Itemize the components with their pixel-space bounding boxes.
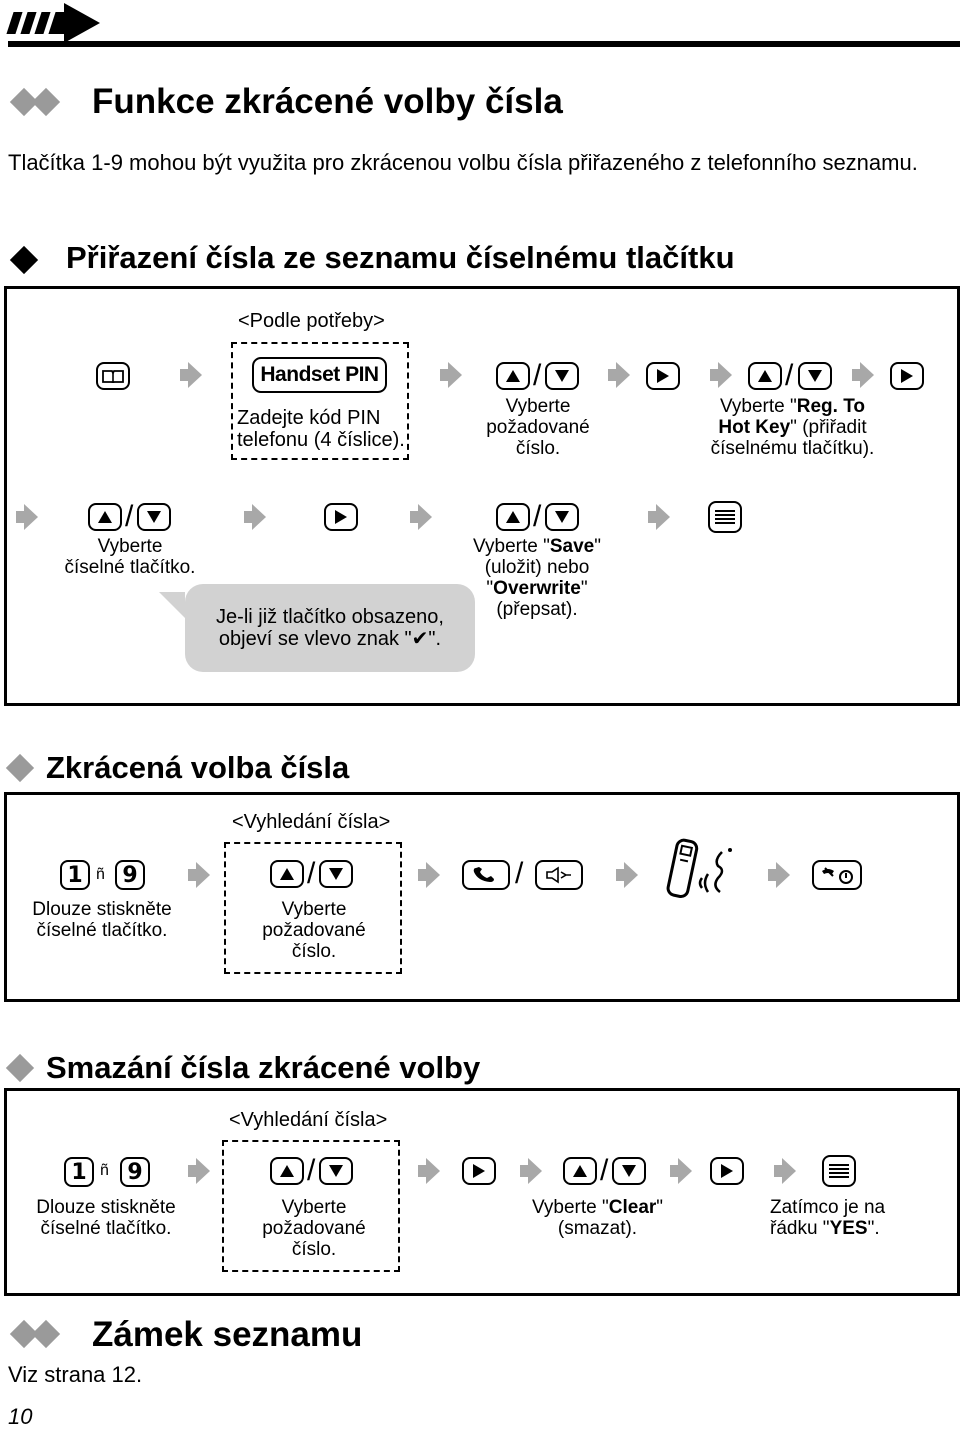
header-rule bbox=[8, 41, 100, 47]
handset-pin-button[interactable]: Handset PIN bbox=[252, 357, 387, 393]
flow-arrow bbox=[188, 862, 210, 888]
flow-arrow bbox=[670, 1158, 692, 1184]
right-key[interactable] bbox=[890, 362, 924, 390]
down-key[interactable] bbox=[798, 362, 832, 390]
right-key[interactable] bbox=[324, 503, 358, 531]
flow-arrow bbox=[852, 362, 874, 388]
up-key-icon bbox=[98, 511, 112, 523]
right-key-icon bbox=[901, 369, 913, 383]
flow-arrow bbox=[418, 1158, 440, 1184]
menu-key[interactable] bbox=[822, 1155, 856, 1187]
down-key-icon bbox=[147, 511, 161, 523]
right-key[interactable] bbox=[710, 1157, 744, 1185]
slash: / bbox=[515, 857, 524, 890]
diamond-icon bbox=[10, 246, 38, 274]
up-key-icon bbox=[573, 1165, 587, 1177]
flow-arrow bbox=[410, 504, 432, 530]
up-key[interactable] bbox=[270, 1157, 304, 1185]
up-key[interactable] bbox=[496, 503, 530, 531]
up-key-icon bbox=[506, 370, 520, 382]
down-key-icon bbox=[555, 511, 569, 523]
diamond-icon bbox=[32, 88, 60, 116]
off-key-icon bbox=[820, 865, 854, 885]
header-arrow-icon bbox=[64, 3, 100, 43]
flow-arrow bbox=[520, 1158, 542, 1184]
select-number-desc: Vyberte požadované číslo. bbox=[262, 899, 366, 962]
optional-label: <Podle potřeby> bbox=[238, 310, 385, 332]
up-key[interactable] bbox=[496, 362, 530, 390]
phonebook-icon bbox=[102, 369, 124, 383]
bubble-text: Je-li již tlačítko obsazeno, objeví se vlevo znak "✔". bbox=[216, 606, 444, 650]
select-number-desc: Vyberte požadované číslo. bbox=[262, 1197, 366, 1260]
down-key-icon bbox=[555, 370, 569, 382]
header-rule bbox=[100, 41, 960, 47]
header-bar bbox=[0, 0, 960, 60]
flow-arrow bbox=[774, 1158, 796, 1184]
flow-arrow bbox=[16, 504, 38, 530]
assign-panel bbox=[4, 286, 960, 706]
speaker-key-icon bbox=[544, 866, 574, 884]
flow-arrow bbox=[244, 504, 266, 530]
right-key-icon bbox=[657, 369, 669, 383]
save-desc: Vyberte "Save" (uložit) nebo "Overwrite" (přepsat). bbox=[473, 536, 601, 620]
header-stripe bbox=[6, 12, 22, 34]
down-key[interactable] bbox=[612, 1157, 646, 1185]
down-key[interactable] bbox=[319, 1157, 353, 1185]
diamond-icon bbox=[6, 1054, 34, 1082]
diamond-icon bbox=[32, 1320, 60, 1348]
search-label: <Vyhledání čísla> bbox=[229, 1109, 388, 1131]
flow-arrow bbox=[648, 504, 670, 530]
flow-arrow bbox=[616, 862, 638, 888]
clear-desc: Vyberte "Clear" (smazat). bbox=[531, 1197, 664, 1239]
up-key[interactable] bbox=[88, 503, 122, 531]
reg-hotkey-desc: Vyberte "Reg. To Hot Key" (přiřadit číselnému tlačítku). bbox=[710, 396, 875, 459]
menu-key[interactable] bbox=[708, 501, 742, 533]
down-key-icon bbox=[329, 868, 343, 880]
up-key[interactable] bbox=[748, 362, 782, 390]
down-key[interactable] bbox=[319, 860, 353, 888]
menu-key-icon bbox=[715, 510, 735, 524]
flow-arrow bbox=[768, 862, 790, 888]
flow-arrow bbox=[440, 362, 462, 388]
yes-desc: Zatímco je na řádku "YES". bbox=[770, 1197, 886, 1239]
up-key-icon bbox=[506, 511, 520, 523]
digit-9-key[interactable]: 9 bbox=[115, 860, 145, 890]
right-key[interactable] bbox=[462, 1157, 496, 1185]
up-key[interactable] bbox=[563, 1157, 597, 1185]
section-title-delete: Smazání čísla zkrácené volby bbox=[46, 1050, 481, 1085]
intro-text: Tlačítka 1-9 mohou být využita pro zkrácenou volbu čísla přiřazeného z telefonního seznamu. bbox=[8, 150, 918, 175]
up-key-icon bbox=[758, 370, 772, 382]
flow-arrow bbox=[710, 362, 732, 388]
section-title-assign: Přiřazení čísla ze seznamu číselnému tlačítku bbox=[66, 240, 735, 275]
lock-text: Viz strana 12. bbox=[8, 1362, 143, 1387]
select-key-desc: Vyberte číselné tlačítko. bbox=[64, 536, 196, 578]
header-stripe bbox=[34, 12, 50, 34]
digit-1-key[interactable]: 1 bbox=[60, 860, 90, 890]
down-key[interactable] bbox=[545, 362, 579, 390]
talk-key-icon bbox=[472, 866, 500, 884]
slash: / bbox=[307, 1154, 316, 1187]
right-key-icon bbox=[335, 510, 347, 524]
slash: / bbox=[533, 500, 542, 533]
digit-1-key[interactable]: 1 bbox=[64, 1157, 94, 1187]
range-tilde: ñ bbox=[100, 1162, 109, 1179]
off-key[interactable] bbox=[812, 860, 862, 890]
right-key-icon bbox=[721, 1164, 733, 1178]
speed-dial-panel bbox=[4, 792, 960, 1002]
digit-9-key[interactable]: 9 bbox=[120, 1157, 150, 1187]
right-key[interactable] bbox=[646, 362, 680, 390]
range-tilde: ñ bbox=[96, 866, 105, 883]
up-key-icon bbox=[280, 868, 294, 880]
slash: / bbox=[307, 857, 316, 890]
down-key[interactable] bbox=[545, 503, 579, 531]
menu-key-icon bbox=[829, 1164, 849, 1178]
handset-icon bbox=[660, 838, 742, 904]
right-key-icon bbox=[473, 1164, 485, 1178]
diamond-icon bbox=[6, 754, 34, 782]
flow-arrow bbox=[188, 1158, 210, 1184]
flow-arrow bbox=[180, 362, 202, 388]
slash: / bbox=[125, 500, 134, 533]
down-key[interactable] bbox=[137, 503, 171, 531]
section-title-speed-dial: Zkrácená volba čísla bbox=[46, 750, 350, 785]
slash: / bbox=[785, 359, 794, 392]
header-stripe bbox=[20, 12, 36, 34]
down-key-icon bbox=[622, 1165, 636, 1177]
page-number: 10 bbox=[8, 1404, 33, 1429]
down-key-icon bbox=[329, 1165, 343, 1177]
flow-arrow bbox=[418, 862, 440, 888]
select-number-desc: Vyberte požadované číslo. bbox=[486, 396, 590, 459]
down-key-icon bbox=[808, 370, 822, 382]
page-title: Funkce zkrácené volby čísla bbox=[92, 82, 563, 121]
flow-arrow bbox=[608, 362, 630, 388]
delete-panel bbox=[4, 1088, 960, 1296]
bubble-tail bbox=[155, 584, 185, 624]
slash: / bbox=[600, 1154, 609, 1187]
slash: / bbox=[533, 359, 542, 392]
phonebook-key[interactable] bbox=[96, 362, 130, 390]
long-press-desc: Dlouze stiskněte číselné tlačítko. bbox=[36, 1197, 176, 1239]
search-label: <Vyhledání čísla> bbox=[232, 811, 391, 833]
up-key[interactable] bbox=[270, 860, 304, 888]
talk-key[interactable] bbox=[462, 860, 510, 890]
up-key-icon bbox=[280, 1165, 294, 1177]
section-title-lock: Zámek seznamu bbox=[92, 1315, 363, 1354]
pin-desc: Zadejte kód PIN telefonu (4 číslice). bbox=[237, 407, 405, 451]
long-press-desc: Dlouze stiskněte číselné tlačítko. bbox=[32, 899, 172, 941]
speaker-key[interactable] bbox=[535, 860, 583, 890]
